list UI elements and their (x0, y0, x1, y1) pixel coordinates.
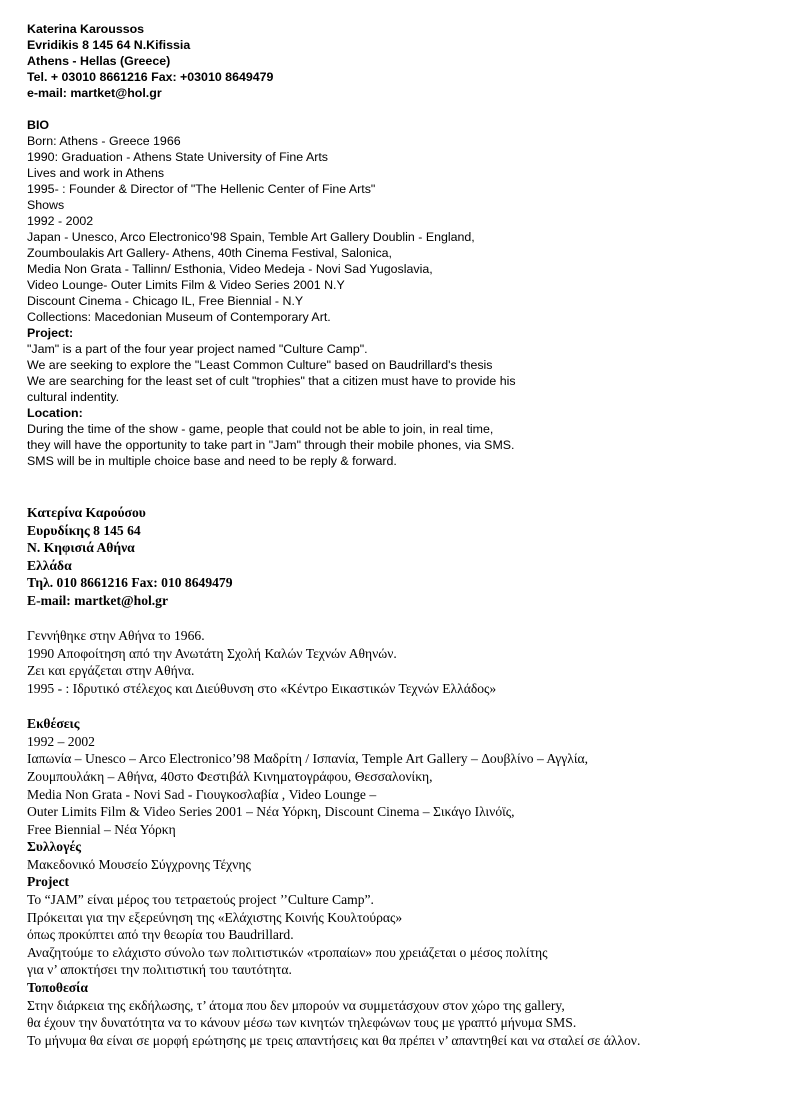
bio-line: Lives and work in Athens (27, 166, 165, 180)
email-address-greek: E-mail: martket@hol.gr (27, 592, 169, 608)
bio-heading: BIO (27, 118, 50, 132)
english-section (27, 21, 767, 469)
project-heading: Project: (27, 326, 74, 340)
spacer (27, 698, 767, 716)
location-heading-greek: Τοποθεσία (27, 980, 88, 996)
bio-line-greek: Ζει και εργάζεται στην Αθήνα. (27, 663, 195, 679)
location-line-greek: Το μήνυμα θα είναι σε μορφή ερώτησης με τρεις απαντήσεις και θα πρέπει ν’ απαντηθεί και να σταλεί σε άλλον. (27, 1032, 641, 1048)
bio-line: Discount Cinema - Chicago IL, Free Biennial - N.Y (27, 294, 304, 308)
phone-fax: Tel. + 03010 8661216 Fax: +03010 8649479 (27, 70, 274, 84)
project-block (27, 341, 767, 405)
spacer (27, 101, 767, 117)
location-line: SMS will be in multiple choice base and need to be reply & forward. (27, 454, 397, 468)
location-heading: Location: (27, 406, 83, 420)
artist-name-greek: Κατερίνα Καρούσου (27, 505, 146, 520)
project-line: cultural indentity. (27, 390, 120, 404)
bio-block (27, 133, 767, 325)
project-heading-greek: Project (27, 874, 70, 890)
bio-line: 1995- : Founder & Director of "The Hellenic Center of Fine Arts" (27, 182, 376, 196)
shows-line-greek: Ιαπωνία – Unesco – Arco Electronico’98 Μαδρίτη / Ισπανία, Temple Art Gallery – Δουβλίνο – Αγγλία, (27, 751, 589, 767)
bio-line: Shows (27, 198, 65, 212)
address-city: Athens - Hellas (Greece) (27, 54, 171, 68)
bio-line: Media Non Grata - Tallinn/ Esthonia, Video Medeja - Novi Sad Yugoslavia, (27, 262, 433, 276)
bio-line: 1990: Graduation - Athens State University of Fine Arts (27, 150, 328, 164)
greek-section (27, 504, 767, 1049)
shows-line-greek: Media Non Grata - Novi Sad - Γιουγκοσλαβία , Video Lounge – (27, 786, 377, 802)
phone-fax-greek: Τηλ. 010 8661216 Fax: 010 8649479 (27, 575, 233, 591)
bio-line: Video Lounge- Outer Limits Film & Video Series 2001 N.Y (27, 278, 345, 292)
spacer (27, 610, 767, 628)
shows-line-greek: Ζουμπουλάκη – Αθήνα, 40στο Φεστιβάλ Κινηματογράφου, Θεσσαλονίκη, (27, 768, 433, 784)
collections-line-greek: Μακεδονικό Μουσείο Σύγχρονης Τέχνης (27, 856, 251, 872)
address-street-greek: Ευρυδίκης 8 145 64 (27, 522, 141, 538)
address-city-greek: Ν. Κηφισιά Αθήνα (27, 540, 135, 556)
project-line-greek: Αναζητούμε το ελάχιστο σύνολο των πολιτιστικών «τροπαίων» που χρειάζεται ο μέσος πολίτης (27, 944, 548, 960)
location-line: they will have the opportunity to take part in "Jam" through their mobile phones, via SMS. (27, 438, 515, 452)
bio-line: Collections: Macedonian Museum of Contemporary Art. (27, 310, 331, 324)
email-address: e-mail: martket@hol.gr (27, 86, 162, 100)
greek-contact-block (27, 504, 767, 610)
english-contact-block (27, 21, 767, 101)
location-block (27, 421, 767, 469)
project-line-greek: όπως προκύπτει από την θεωρία του Baudrillard. (27, 927, 294, 943)
location-line-greek: θα έχουν την δυνατότητα να το κάνουν μέσω των κινητών τηλεφώνων τους με γραπτό μήνυμα SMS. (27, 1015, 577, 1031)
location-line: During the time of the show - game, people that could not be able to join, in real time, (27, 422, 494, 436)
shows-line-greek: Outer Limits Film & Video Series 2001 – Νέα Υόρκη, Discount Cinema – Σικάγο Ιλινόϊς, (27, 804, 515, 820)
bio-line: Born: Athens - Greece 1966 (27, 134, 181, 148)
bio-line-greek: 1990 Αποφοίτηση από την Ανωτάτη Σχολή Καλών Τεχνών Αθηνών. (27, 645, 397, 661)
artist-name: Katerina Karoussos (27, 22, 145, 36)
bio-line: 1992 - 2002 (27, 214, 94, 228)
greek-shows-block (27, 733, 767, 839)
bio-line: Japan - Unesco, Arco Electronico'98 Spain, Temble Art Gallery Doublin - England, (27, 230, 475, 244)
greek-location-block (27, 997, 767, 1050)
project-line-greek: για ν’ αποκτήσει την πολιτιστική του ταυτότητα. (27, 962, 292, 978)
project-line: We are searching for the least set of cult "trophies" that a citizen must have to provide his (27, 374, 516, 388)
project-line-greek: Πρόκειται για την εξερεύνηση της «Ελάχιστης Κοινής Κουλτούρας» (27, 909, 403, 925)
project-line-greek: Το “JAM” είναι μέρος του τετραετούς project ’’Culture Camp”. (27, 892, 374, 908)
project-line: We are seeking to explore the "Least Common Culture" based on Baudrillard's thesis (27, 358, 493, 372)
bio-line-greek: 1995 - : Ιδρυτικό στέλεχος και Διεύθυνση στο «Κέντρο Εικαστικών Τεχνών Ελλάδος» (27, 680, 497, 696)
collections-heading-greek: Συλλογές (27, 839, 81, 855)
shows-heading-greek: Εκθέσεις (27, 716, 80, 732)
greek-project-block (27, 891, 767, 979)
greek-bio-block (27, 627, 767, 697)
bio-line-greek: Γεννήθηκε στην Αθήνα το 1966. (27, 628, 205, 644)
bio-line: Zoumboulakis Art Gallery- Athens, 40th Cinema Festival, Salonica, (27, 246, 393, 260)
shows-line-greek: Free Biennial – Νέα Υόρκη (27, 821, 176, 837)
shows-line-greek: 1992 – 2002 (27, 733, 95, 749)
location-line-greek: Στην διάρκεια της εκδήλωσης, τ’ άτομα που δεν μπορούν να συμμετάσχουν στον χώρο της gallery, (27, 997, 565, 1013)
project-line: "Jam" is a part of the four year project named "Culture Camp". (27, 342, 368, 356)
address-street: Evridikis 8 145 64 N.Kifissia (27, 38, 191, 52)
address-country-greek: Ελλάδα (27, 557, 72, 573)
